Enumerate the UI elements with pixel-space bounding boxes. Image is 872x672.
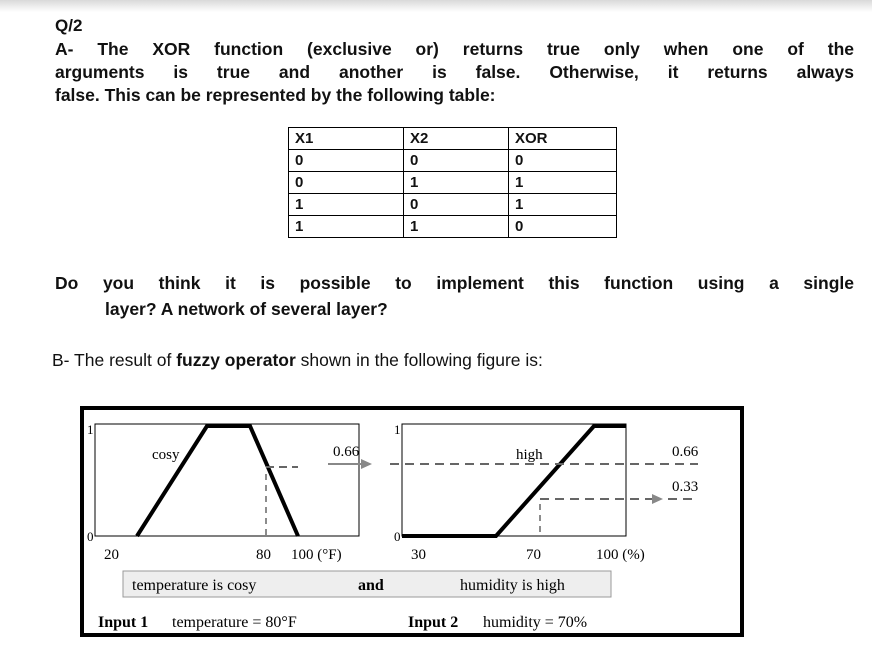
part-b-bold: fuzzy operator xyxy=(176,350,296,370)
fuzzy-operator-figure xyxy=(78,404,768,644)
table-cell: 1 xyxy=(404,216,509,238)
table-header-row xyxy=(289,128,617,150)
input-1-text: temperature = 80°F xyxy=(172,614,297,631)
right-x-tick-30: 30 xyxy=(411,547,426,563)
part-b-text xyxy=(52,350,543,371)
temperature-statement: temperature is cosy xyxy=(132,577,257,594)
left-x-tick-20: 20 xyxy=(104,547,119,563)
right-y-bottom-label: 0 xyxy=(394,529,401,544)
operator-label: and xyxy=(358,577,384,594)
part-b-suffix: shown in the following figure is: xyxy=(295,350,543,370)
table-cell: 0 xyxy=(509,216,617,238)
table-cell: 1 xyxy=(289,194,404,216)
table-cell: 0 xyxy=(509,150,617,172)
table-row xyxy=(289,216,617,238)
result-value-top: 0.66 xyxy=(672,444,699,460)
part-b-prefix: B- The result of xyxy=(52,350,177,370)
top-shadow-bar xyxy=(0,0,872,12)
part-a-line-3: false. This can be represented by the following table: xyxy=(55,85,496,105)
cosy-set-label: cosy xyxy=(152,447,180,463)
table-row xyxy=(289,194,617,216)
table-row xyxy=(289,172,617,194)
table-cell: 1 xyxy=(509,194,617,216)
part-a-line-2: arguments is true and another is false. Otherwise, it returns always xyxy=(55,62,854,82)
right-y-top-label: 1 xyxy=(394,422,401,437)
right-x-tick-100: 100 (%) xyxy=(596,547,645,563)
table-cell: 0 xyxy=(289,150,404,172)
table-cell: 0 xyxy=(404,194,509,216)
left-membership-value: 0.66 xyxy=(333,444,360,460)
left-y-bottom-label: 0 xyxy=(87,529,94,544)
table-cell: 1 xyxy=(509,172,617,194)
table-cell: 1 xyxy=(404,172,509,194)
left-x-tick-80: 80 xyxy=(256,547,271,563)
input-1-label: Input 1 xyxy=(98,614,149,631)
input-2-label: Input 2 xyxy=(408,614,459,631)
question-line-2: layer? A network of several layer? xyxy=(105,299,388,319)
input-2-text: humidity = 70% xyxy=(483,614,588,631)
right-x-tick-70: 70 xyxy=(526,547,541,563)
header-x1: X1 xyxy=(289,128,404,150)
table-cell: 0 xyxy=(289,172,404,194)
figure-background xyxy=(78,404,760,640)
question-title: Q/2 xyxy=(55,16,83,35)
table-cell: 1 xyxy=(289,216,404,238)
xor-truth-table xyxy=(288,127,617,238)
left-y-top-label: 1 xyxy=(87,422,94,437)
question-line-1: Do you think it is possible to implement this function using a single xyxy=(55,273,854,293)
result-value-bottom: 0.33 xyxy=(672,479,699,495)
part-a-line-1: A- The XOR function (exclusive or) returns true only when one of the xyxy=(55,39,854,59)
header-xor: XOR xyxy=(509,128,617,150)
header-x2: X2 xyxy=(404,128,509,150)
table-row xyxy=(289,150,617,172)
high-set-label: high xyxy=(516,447,543,463)
humidity-statement: humidity is high xyxy=(460,577,565,594)
left-x-tick-100: 100 (°F) xyxy=(291,547,342,563)
table-cell: 0 xyxy=(404,150,509,172)
